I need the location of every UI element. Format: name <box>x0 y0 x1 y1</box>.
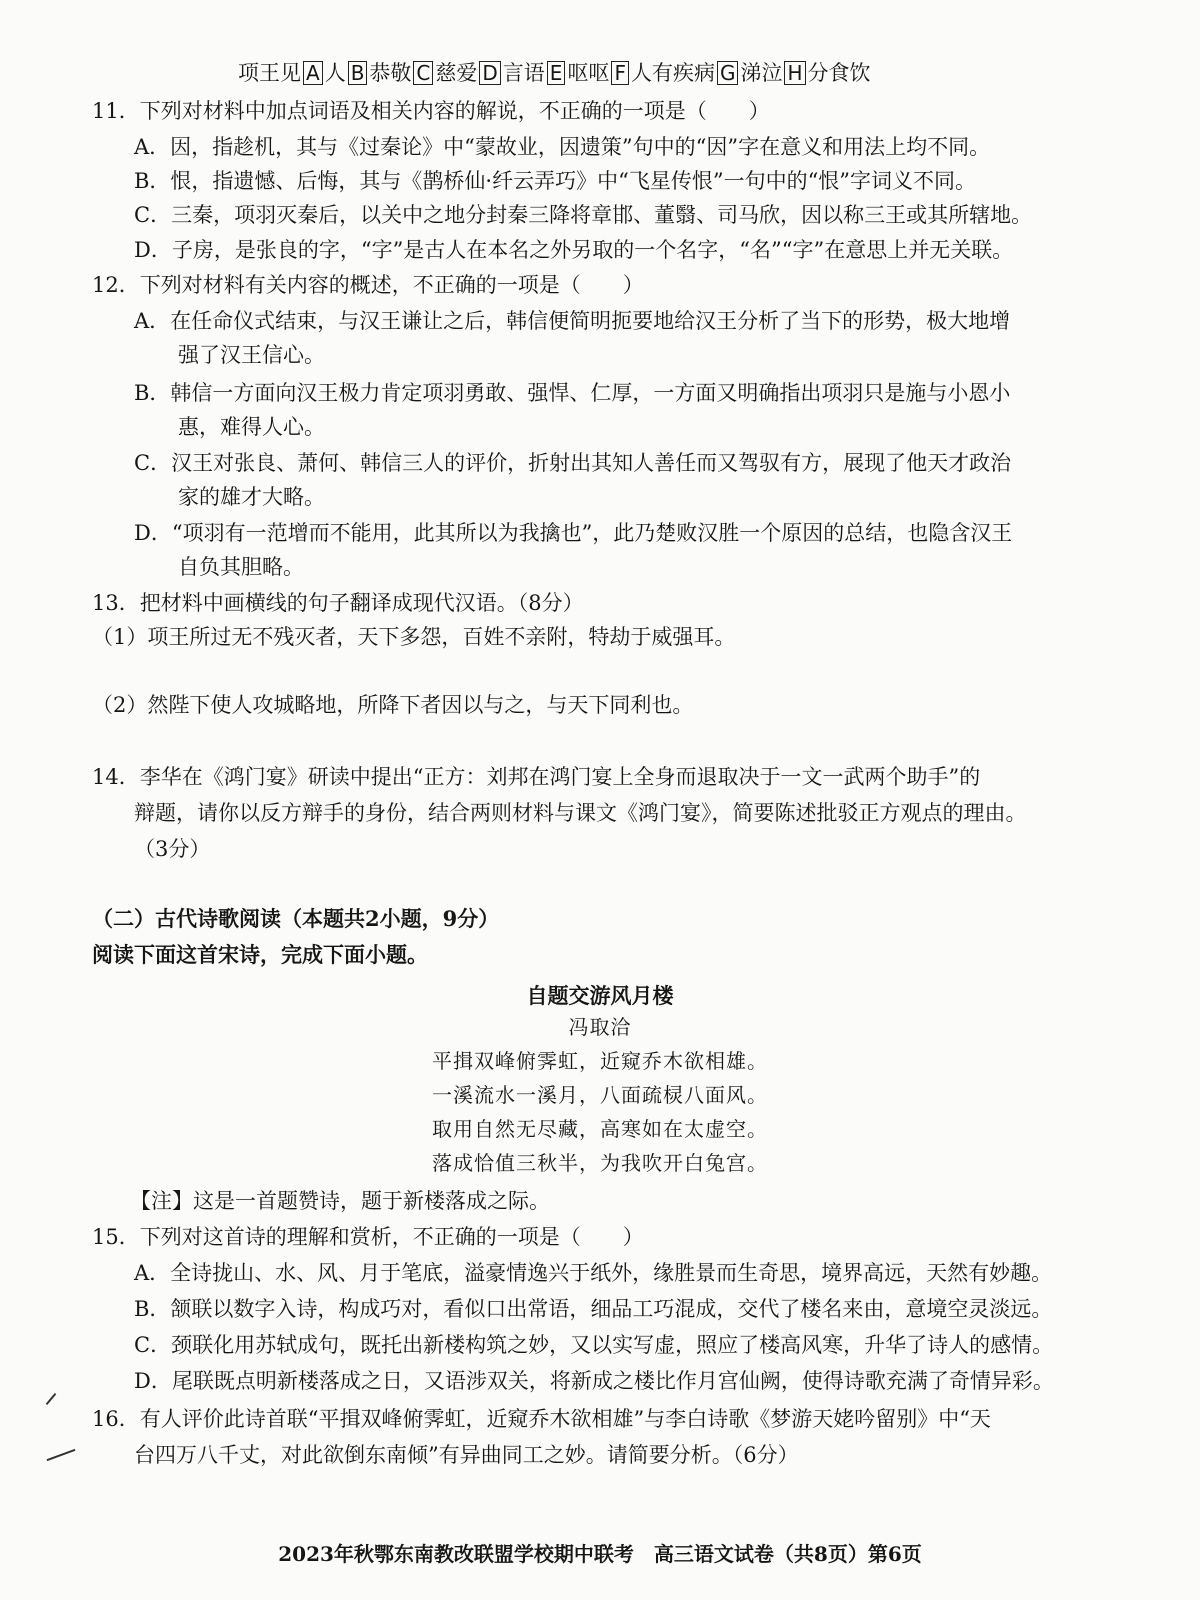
q16-line-2: 台四万八千丈，对此欲倒东南倾”有异曲同工之妙。请简要分析。（6分） <box>134 1443 799 1467</box>
section-heading: （二）古代诗歌阅读（本题共2小题，9分） <box>92 906 500 931</box>
box-item-a: A 人 <box>301 61 346 85</box>
q12-option-a: A．在任命仪式结束，与汉王谦让之后，韩信便简明扼要地给汉王分析了当下的形势，极大地增 <box>134 309 1011 333</box>
poem-author: 冯取洽 <box>568 1015 632 1039</box>
box-item-g: G 涕泣 <box>715 61 783 85</box>
q15-option-a: A．全诗拢山、水、风、月于笔底，溢豪情逸兴于纸外，缘胜景而生奇思，境界高远，天然有妙趣。 <box>134 1261 1053 1285</box>
box-item-d: D 言语 <box>477 61 544 85</box>
q15-option-b: B．颔联以数字入诗，构成巧对，看似口出常语，细品工巧混成，交代了楼名来由，意境空灵淡远。 <box>134 1297 1053 1321</box>
q11-stem: 11．下列对材料中加点词语及相关内容的解说，不正确的一项是（ ） <box>92 99 770 123</box>
q15-stem: 15．下列对这首诗的理解和赏析，不正确的一项是（ ） <box>92 1225 644 1249</box>
poem-note: 【注】这是一首题赞诗，题于新楼落成之际。 <box>130 1189 550 1213</box>
box-item-h: H 分食饮 <box>782 61 870 85</box>
q12-option-a-cont: 强了汉王信心。 <box>178 343 325 367</box>
q14-line-1: 14．李华在《鸿门宴》研读中提出“正方：刘邦在鸿门宴上全身而退取决于一文一武两个助手”的 <box>92 765 981 789</box>
q13-sentence-1: （1）项王所过无不残灭者，天下多怨，百姓不亲附，特劫于威强耳。 <box>92 625 736 649</box>
q12-option-d-cont: 自负其胆略。 <box>178 555 304 579</box>
q12-option-d: D．“项羽有一范增而不能用，此其所以为我擒也”，此乃楚败汉胜一个原因的总结，也隐含汉王 <box>134 521 1013 545</box>
poem-line-3: 取用自然无尽藏，高寒如在太虚空。 <box>432 1117 768 1141</box>
q12-option-c-cont: 家的雄才大略。 <box>178 485 325 509</box>
q11-option-d: D．子房，是张良的字，“字”是古人在本名之外另取的一个名字，“名”“字”在意思上并无关联。 <box>134 238 1014 262</box>
box-item-b: B 恭敬 <box>346 61 412 85</box>
poem-line-4: 落成恰值三秋半，为我吹开白兔宫。 <box>432 1151 768 1175</box>
q14-line-2: 辩题，请你以反方辩手的身份，结合两则材料与课文《鸿门宴》，简要陈述批驳正方观点的理由。 <box>134 801 1027 825</box>
poem-line-2: 一溪流水一溪月，八面疏棂八面风。 <box>432 1083 768 1107</box>
pen-mark <box>46 1393 57 1405</box>
q13-sentence-2: （2）然陛下使人攻城略地，所降下者因以与之，与天下同利也。 <box>92 693 694 717</box>
pen-mark <box>47 1449 76 1461</box>
q12-option-c: C．汉王对张良、萧何、韩信三人的评价，折射出其知人善任而又驾驭有方，展现了他天才政治 <box>134 451 1012 475</box>
boxed-options-row <box>238 58 871 88</box>
q11-option-a: A．因，指趁机，其与《过秦论》中“蒙故业，因遗策”句中的“因”字在意义和用法上均不同。 <box>134 135 991 159</box>
q16-line-1: 16．有人评价此诗首联“平揖双峰俯霁虹，近窥乔木欲相雄”与李白诗歌《梦游天姥吟留别》中“天 <box>92 1407 991 1431</box>
poem-title: 自题交游风月楼 <box>526 983 674 1008</box>
q12-option-b-cont: 惠，难得人心。 <box>178 415 325 439</box>
row-prefix: 项王见 <box>238 61 301 85</box>
q15-option-c: C．颈联化用苏轼成句，既托出新楼构筑之妙，又以实写虚，照应了楼高风寒，升华了诗人的感情。 <box>134 1333 1054 1357</box>
q12-option-b: B．韩信一方面向汉王极力肯定项羽勇敢、强悍、仁厚，一方面又明确指出项羽只是施与小恩小 <box>134 381 1011 405</box>
poem-line-1: 平揖双峰俯霁虹，近窥乔木欲相雄。 <box>432 1049 768 1073</box>
q12-stem: 12．下列对材料有关内容的概述，不正确的一项是（ ） <box>92 273 644 297</box>
q11-option-b: B．恨，指遗憾、后悔，其与《鹊桥仙·纤云弄巧》中“飞星传恨”一句中的“恨”字词义不同。 <box>134 169 977 193</box>
q14-line-3: （3分） <box>134 837 211 861</box>
box-item-f: F 人有疾病 <box>609 61 715 85</box>
box-item-c: C 慈爱 <box>411 61 477 85</box>
q15-option-d: D．尾联既点明新楼落成之日，又语涉双关，将新成之楼比作月宫仙阙，使得诗歌充满了奇情异彩。 <box>134 1369 1054 1393</box>
page-footer: 2023年秋鄂东南教改联盟学校期中联考 高三语文试卷（共8页）第6页 <box>278 1542 922 1566</box>
q13-stem: 13．把材料中画横线的句子翻译成现代汉语。（8分） <box>92 591 584 615</box>
section-instruction: 阅读下面这首宋诗，完成下面小题。 <box>92 942 428 967</box>
q11-option-c: C．三秦，项羽灭秦后，以关中之地分封秦三降将章邯、董翳、司马欣，因以称三王或其所辖地。 <box>134 203 1033 227</box>
box-item-e: E 呕呕 <box>545 61 610 85</box>
